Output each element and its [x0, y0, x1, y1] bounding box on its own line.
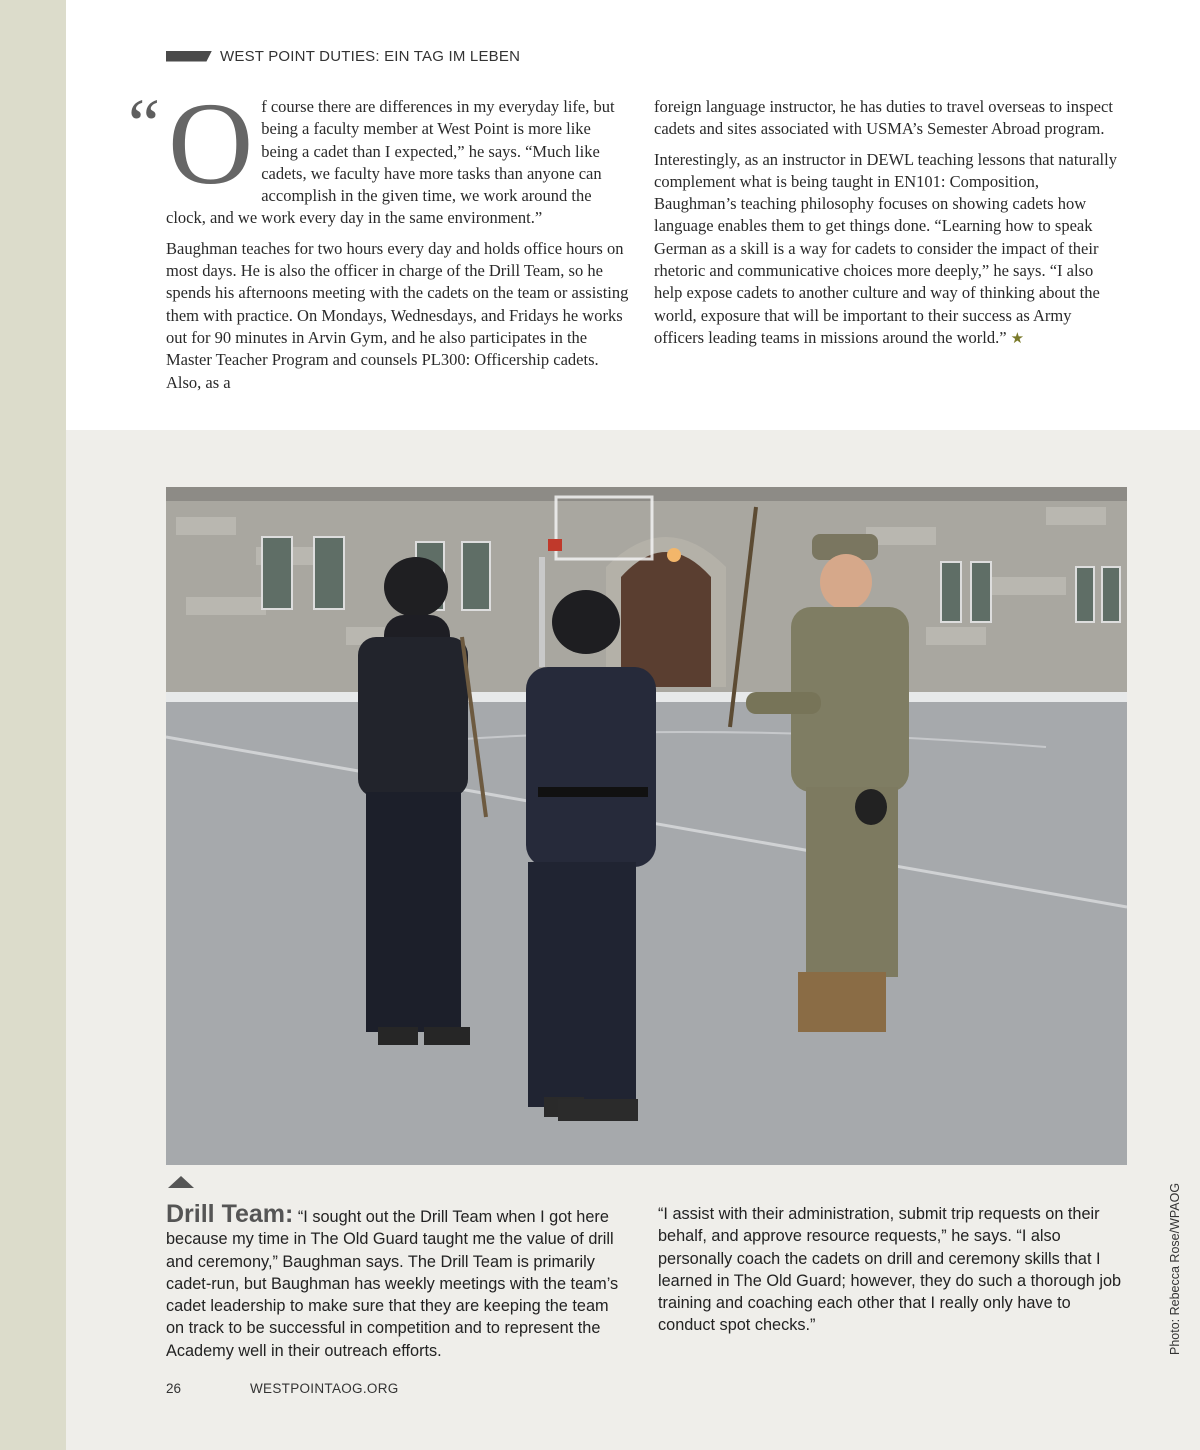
footer-site-link[interactable]: WESTPOINTAOG.ORG — [250, 1381, 399, 1396]
photo-illustration — [166, 487, 1127, 1165]
article-paragraph: f course there are differences in my everyday life, but being a faculty member at West Point is more like being a cadet than I expected,” he says. “Much like cadets, we faculty have more tasks than anyone can accomplish in the given time, we work around the clock, and we work every day in the same environment.” — [166, 97, 615, 228]
caption-text: “I assist with their administration, submit trip requests on their behalf, and approve resource requests,” he says. “I also personally coach the cadets on drill and ceremony skills that I learned in The Old Guard; however, they do such a thorough job training and coaching each other that I really only have to conduct spot checks.” — [658, 1205, 1122, 1335]
photo-credit: Photo: Rebecca Rose/WPAOG — [1168, 1182, 1182, 1355]
article-column-right — [654, 96, 1120, 358]
caption-lead: Drill Team: — [166, 1200, 294, 1228]
drop-cap: O — [168, 78, 254, 209]
caption-pointer-icon — [168, 1176, 194, 1188]
opening-paragraph — [128, 78, 630, 230]
running-head — [166, 46, 520, 66]
open-quote-mark: “ — [128, 84, 160, 164]
section-title: WEST POINT DUTIES: EIN TAG IM LEBEN — [220, 47, 521, 65]
caption-column-right — [658, 1203, 1126, 1337]
caption-column-left — [166, 1200, 628, 1362]
article-paragraph: foreign language instructor, he has duties to travel overseas to inspect cadets and sites associated with USMA’s Semester Abroad program. — [654, 97, 1113, 139]
article-column-left — [128, 78, 630, 402]
article-paragraph: Baughman teaches for two hours every day and holds office hours on most days. He is also the officer in charge of the Drill Team, so he spends his afternoons meeting with the cadets on the team or assisting them with practice. On Mondays, Wednesdays, and Fridays he works out for 90 minutes in Arvin Gym, and he also participates in the Master Teacher Program and counsels PL300: Officership cadets. Also, as a — [166, 238, 629, 392]
left-margin-strip — [0, 0, 66, 1450]
page-number: 26 — [166, 1381, 182, 1396]
article-paragraph — [654, 149, 1120, 351]
drill-team-photo — [166, 487, 1127, 1165]
section-marker-icon — [166, 51, 212, 62]
caption-text: “I sought out the Drill Team when I got here because my time in The Old Guard taught me the value of drill and ceremony,” Baughman says. The Drill Team is primarily cadet-run, but Baughman has weekly meetings with the team’s cadet leadership to make sure that they are keeping the team on track to be successful in competition and to represent the Academy well in their outreach efforts. — [166, 1208, 619, 1360]
article-paragraph-text: Interestingly, as an instructor in DEWL teaching lessons that naturally complement what is being taught in EN101: Composition, Baughman’s teaching philosophy focuses on showing cadets how language enables them to get things done. “Learning how to speak German as a skill is a way for cadets to consider the impact of their rhetoric and communicative choices more deeply,” he says. “I also help expose cadets to another culture and way of thinking about the world, exposure that will be important to their success as Army officers leading teams in missions around the world.” — [654, 149, 1117, 347]
end-mark-star-icon: ★ — [1010, 330, 1025, 347]
